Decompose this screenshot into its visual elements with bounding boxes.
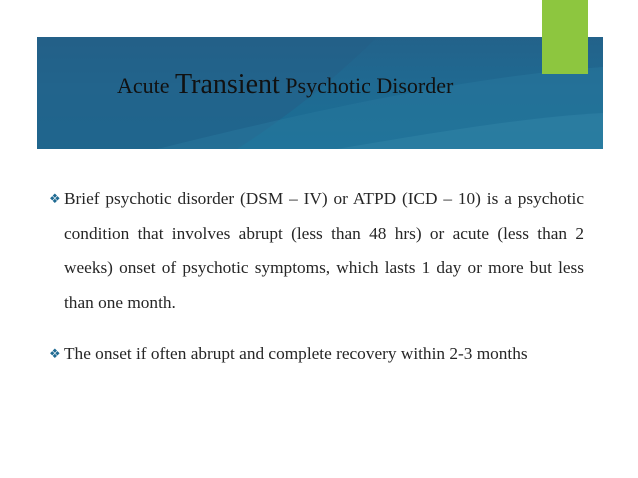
bullet-list	[46, 182, 584, 389]
accent-square	[542, 0, 588, 74]
diamond-bullet-icon: ❖	[49, 346, 61, 361]
bullet-item	[46, 182, 584, 320]
bullet-text: Brief psychotic disorder (DSM – IV) or ATPD (ICD – 10) is a psychotic condition that involves abrupt (less than 48 hrs) or acute (less than 2 weeks) onset of psychotic symptoms, which lasts 1 day or more but less than one month.	[64, 189, 584, 312]
title-prefix: Acute	[117, 73, 176, 98]
bullet-item	[46, 337, 584, 372]
bullet-text: The onset if often abrupt and complete recovery within 2-3 months	[64, 344, 528, 363]
title-emphasis: Transient	[175, 69, 280, 100]
diamond-bullet-icon: ❖	[49, 191, 61, 206]
title-suffix: Psychotic Disorder	[279, 73, 454, 98]
slide-title	[117, 71, 453, 99]
